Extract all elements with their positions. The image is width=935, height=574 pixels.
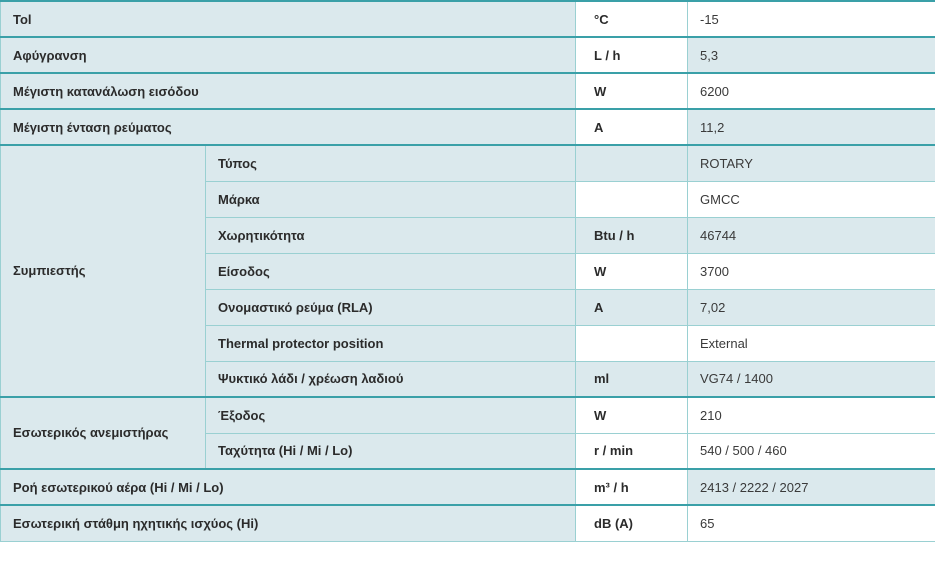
row-label: Αφύγρανση <box>1 37 576 73</box>
row-value: 2413 / 2222 / 2027 <box>688 469 935 505</box>
row-label: Ονομαστικό ρεύμα (RLA) <box>206 289 576 325</box>
row-unit: ml <box>576 361 688 397</box>
row-value: 6200 <box>688 73 935 109</box>
row-label: Μέγιστη ένταση ρεύματος <box>1 109 576 145</box>
row-unit: m³ / h <box>576 469 688 505</box>
row-value: GMCC <box>688 181 935 217</box>
row-unit: L / h <box>576 37 688 73</box>
row-label: Έξοδος <box>206 397 576 433</box>
table-row <box>1 109 935 145</box>
row-label: Μέγιστη κατανάλωση εισόδου <box>1 73 576 109</box>
table-row <box>1 37 935 73</box>
row-label: Ταχύτητα (Hi / Mi / Lo) <box>206 433 576 469</box>
row-unit: W <box>576 253 688 289</box>
table-row <box>1 505 935 541</box>
row-unit <box>576 325 688 361</box>
row-label: Ψυκτικό λάδι / χρέωση λαδιού <box>206 361 576 397</box>
table-row <box>1 1 935 37</box>
row-unit: dB (A) <box>576 505 688 541</box>
row-value: VG74 / 1400 <box>688 361 935 397</box>
row-value: 3700 <box>688 253 935 289</box>
row-unit: A <box>576 289 688 325</box>
row-value: -15 <box>688 1 935 37</box>
row-unit: Btu / h <box>576 217 688 253</box>
row-unit: W <box>576 397 688 433</box>
row-unit: r / min <box>576 433 688 469</box>
row-label: Μάρκα <box>206 181 576 217</box>
row-value: 5,3 <box>688 37 935 73</box>
row-label: Tol <box>1 1 576 37</box>
table-row <box>1 397 935 433</box>
row-value: ROTARY <box>688 145 935 181</box>
row-unit <box>576 181 688 217</box>
row-label: Είσοδος <box>206 253 576 289</box>
row-unit: °C <box>576 1 688 37</box>
row-value: 11,2 <box>688 109 935 145</box>
row-value: 7,02 <box>688 289 935 325</box>
row-value: 210 <box>688 397 935 433</box>
row-value: 46744 <box>688 217 935 253</box>
table-row <box>1 145 935 181</box>
row-label: Ροή εσωτερικού αέρα (Hi / Mi / Lo) <box>1 469 576 505</box>
row-label: Εσωτερική στάθμη ηχητικής ισχύος (Hi) <box>1 505 576 541</box>
row-value: 65 <box>688 505 935 541</box>
group-label-indoor-fan: Εσωτερικός ανεμιστήρας <box>1 397 206 469</box>
table-row <box>1 469 935 505</box>
row-label: Thermal protector position <box>206 325 576 361</box>
row-label: Χωρητικότητα <box>206 217 576 253</box>
row-value: External <box>688 325 935 361</box>
table-row <box>1 73 935 109</box>
row-unit <box>576 145 688 181</box>
row-unit: A <box>576 109 688 145</box>
group-label-compressor: Συμπιεστής <box>1 145 206 397</box>
row-unit: W <box>576 73 688 109</box>
row-label: Τύπος <box>206 145 576 181</box>
row-value: 540 / 500 / 460 <box>688 433 935 469</box>
